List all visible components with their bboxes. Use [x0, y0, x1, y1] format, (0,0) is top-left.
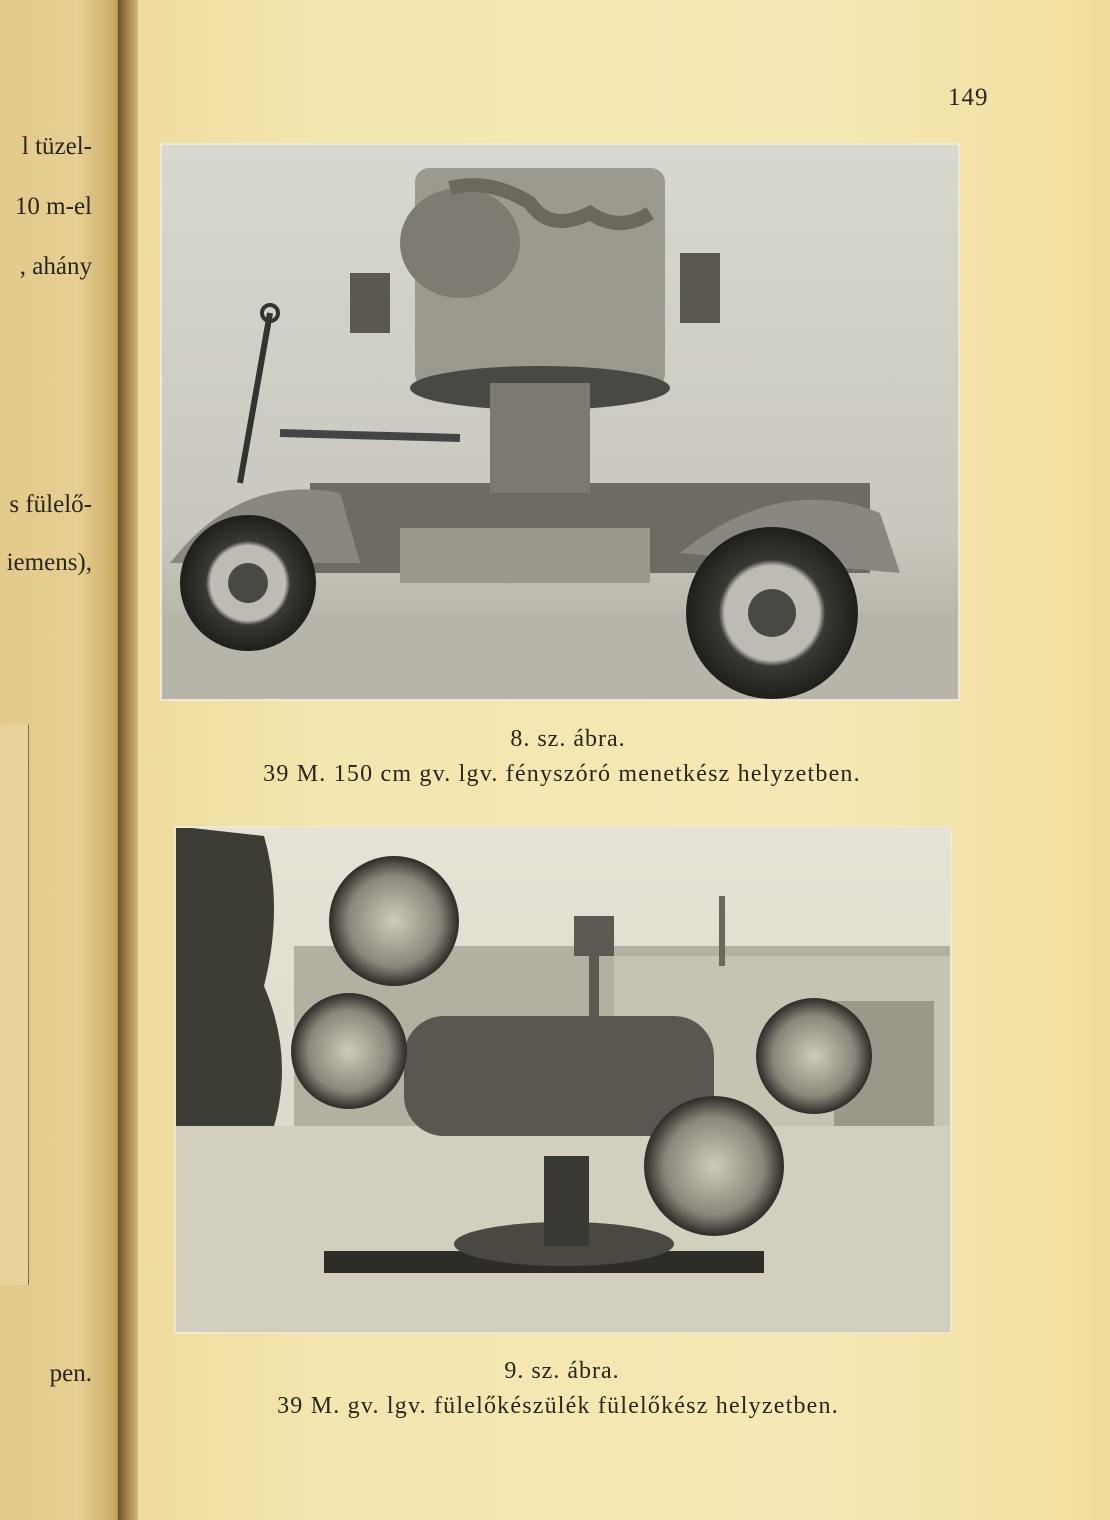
- left-text-fragment: 10 m-el: [14, 193, 92, 220]
- left-text-fragment: , ahány: [19, 253, 92, 280]
- figure-9-caption: 39 M. gv. lgv. fülelőkészülék fülelőkész helyzetben.: [277, 1393, 839, 1419]
- figure-9-label: 9. sz. ábra.: [504, 1358, 620, 1384]
- left-text-fragment: pen.: [49, 1360, 92, 1387]
- left-text-fragment: s fülelő-: [9, 491, 92, 518]
- left-text-fragment: l tüzel-: [21, 133, 92, 160]
- left-text-fragment: iemens),: [6, 549, 92, 576]
- figure-8-photo: [160, 143, 960, 701]
- figure-8-label: 8. sz. ábra.: [510, 726, 626, 752]
- left-page: [0, 0, 128, 1520]
- figure-9-photo: [174, 826, 952, 1334]
- book-gutter: [118, 0, 140, 1520]
- figure-8-caption: 39 M. 150 cm gv. lgv. fényszóró menetkész helyzetben.: [263, 761, 861, 787]
- page-number: 149: [948, 84, 989, 111]
- left-page-figure-edge: [0, 725, 29, 1285]
